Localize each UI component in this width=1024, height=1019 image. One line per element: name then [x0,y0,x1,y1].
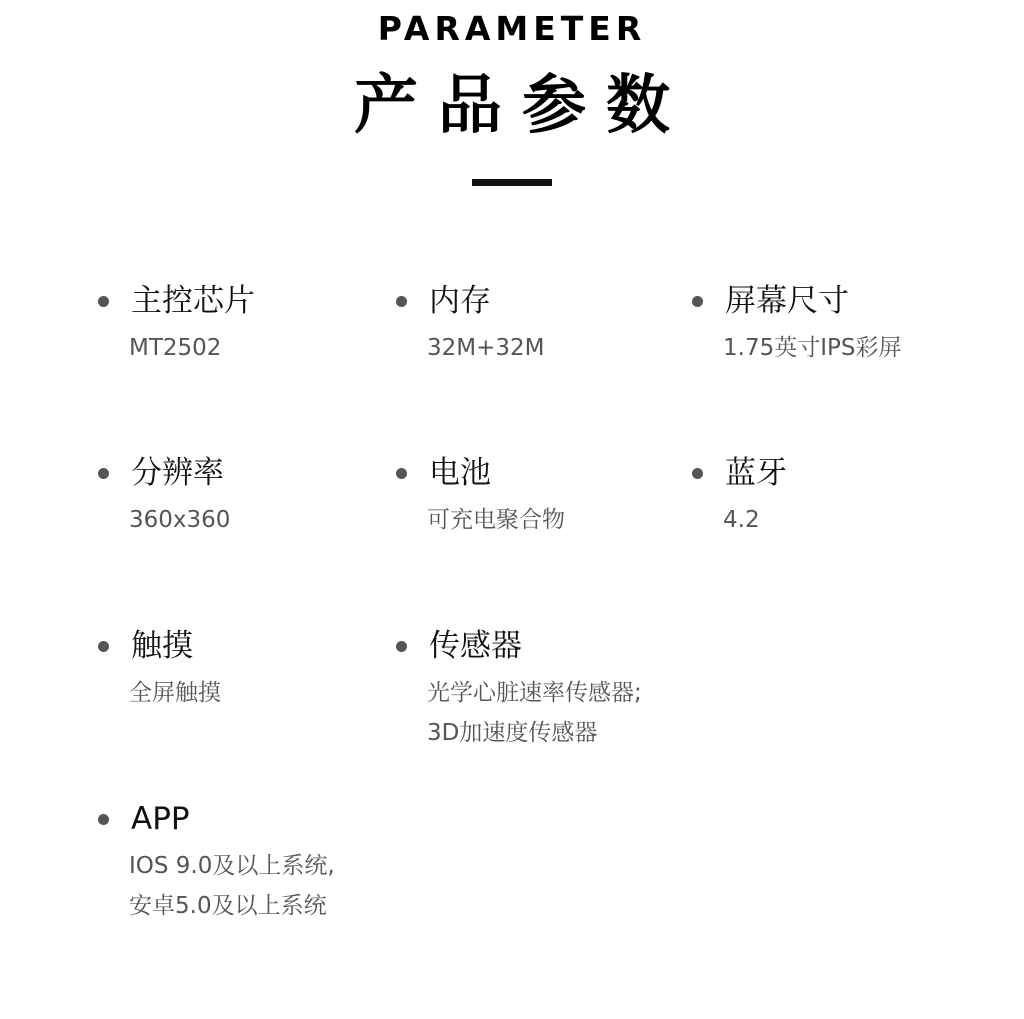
bullet-dot-icon [98,296,109,307]
bullet-dot-icon [396,641,407,652]
header-chinese-title: 产品参数 [354,69,690,143]
spec-value: MT2502 [129,335,222,361]
bullet-dot-icon [98,641,109,652]
spec-value: 360x360 [129,507,231,533]
bullet-dot-icon [98,468,109,479]
spec-title: 传感器 [429,628,522,664]
spec-title: APP [131,801,190,837]
header-divider [472,179,552,186]
bullet-dot-icon [396,296,407,307]
spec-value: 全屏触摸 [129,680,221,706]
spec-value: 可充电聚合物 [427,507,565,533]
spec-title: 分辨率 [131,455,224,491]
header-english-title: PARAMETER [377,9,647,48]
spec-title: 触摸 [131,628,193,664]
spec-value: 3D加速度传感器 [427,720,598,746]
spec-value: 1.75英寸IPS彩屏 [723,335,902,361]
spec-value: 4.2 [723,507,760,533]
spec-value: IOS 9.0及以上系统, [129,853,335,879]
spec-value: 32M+32M [427,335,545,361]
spec-value: 光学心脏速率传感器; [427,680,642,706]
spec-title: 电池 [429,455,491,491]
spec-value: 安卓5.0及以上系统 [129,893,327,919]
bullet-dot-icon [692,468,703,479]
bullet-dot-icon [98,814,109,825]
spec-title: 蓝牙 [725,455,787,491]
bullet-dot-icon [396,468,407,479]
bullet-dot-icon [692,296,703,307]
spec-title: 主控芯片 [131,283,255,319]
spec-title: 内存 [429,283,491,319]
spec-title: 屏幕尺寸 [725,283,849,319]
